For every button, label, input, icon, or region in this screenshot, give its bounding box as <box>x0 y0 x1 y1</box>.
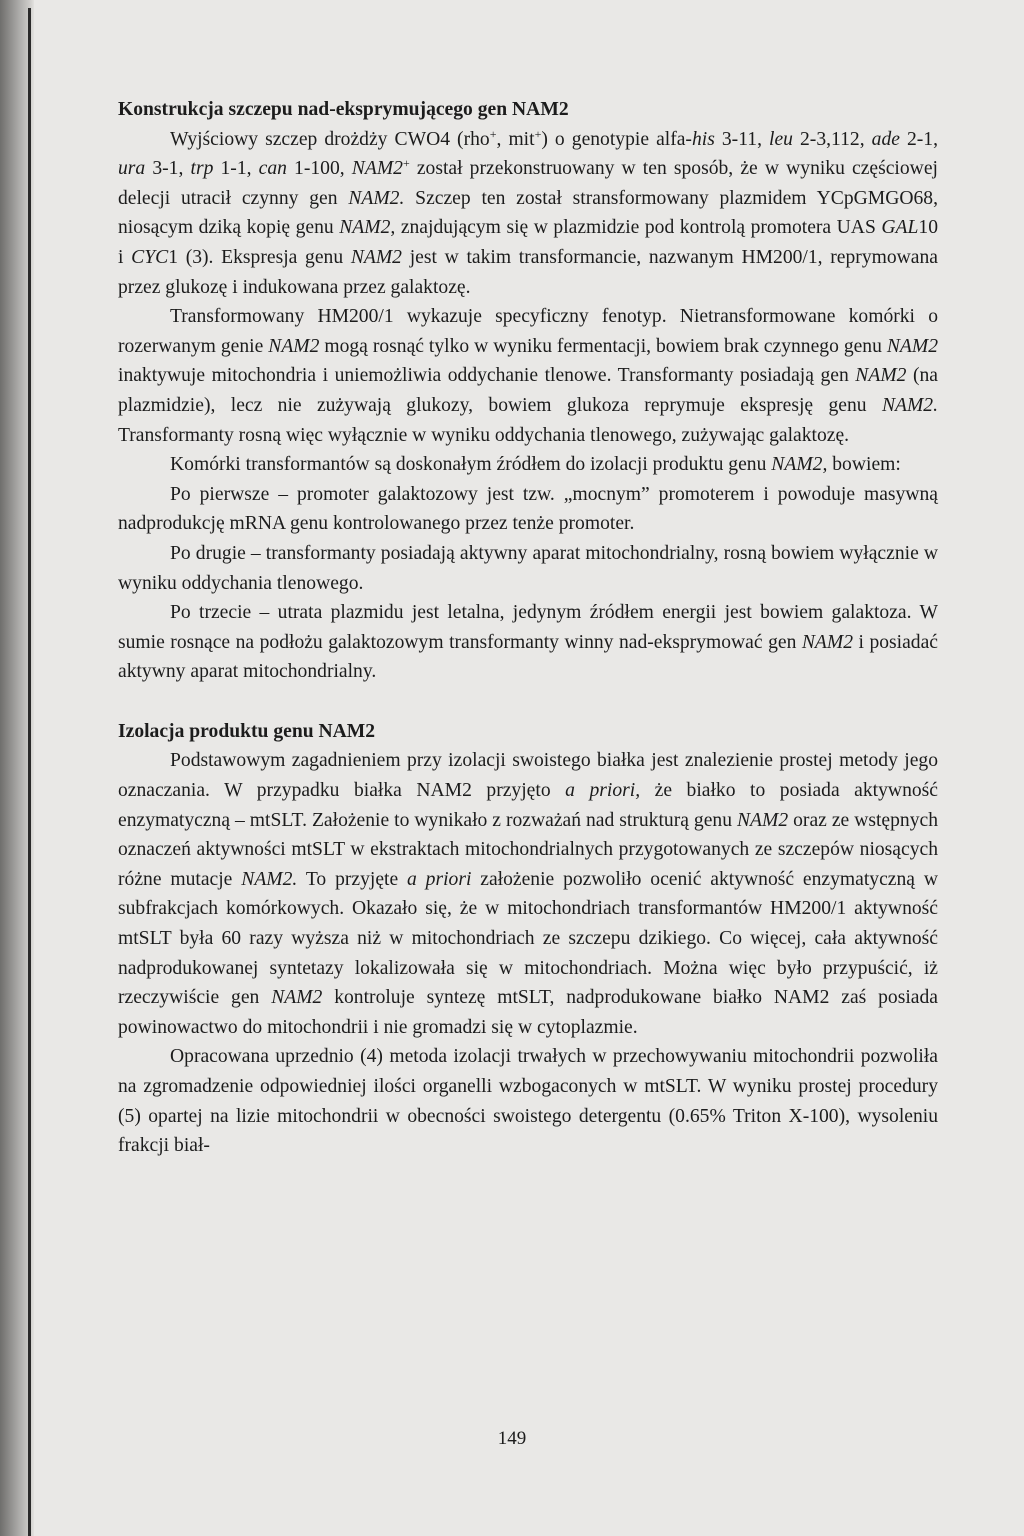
section-spacer <box>118 687 938 717</box>
section-heading-construction: Konstrukcja szczepu nad-eksprymującego gen NAM2 <box>118 99 569 120</box>
paragraph: Po drugie – transformanty posiadają aktywny aparat mitochondrialny, rosną bowiem wyłącznie w wyniku oddychania tlenowego. <box>118 542 938 594</box>
page-text <box>118 95 938 1161</box>
binding-line <box>28 8 31 1536</box>
paragraph: Komórki transformantów są doskonałym źródłem do izolacji produktu genu NAM2, bowiem: <box>170 454 901 476</box>
section-heading-isolation: Izolacja produktu genu NAM2 <box>118 720 376 742</box>
paragraph: Po pierwsze – promoter galaktozowy jest tzw. „mocnym” promoterem i powoduje masywną nadprodukcję mRNA genu kontrolowanego przez tenże promoter. <box>118 483 938 535</box>
paragraph: Opracowana uprzednio (4) metoda izolacji trwałych w przechowywaniu mitochondrii pozwoliła na zgromadzenie odpowiedniej ilości organelli wzbogaconych w mtSLT. W wyniku prostej procedury (5) opartej na lizie mitochondrii w obecności swoistego detergentu (0.65% Triton X-100), wysoleniu frakcji biał- <box>118 1046 938 1157</box>
paragraph: Wyjściowy szczep drożdży CWO4 (rho+, mit+) o genotypie alfa-his 3-11, leu 2-3,112, ade 2-1, ura 3-1, trp 1-1, can 1-100, NAM2+ został przekonstruowany w ten sposób, że w wyniku częściowej delecji utracił czynny gen NAM2. Szczep ten został stransformowany plazmidem YCpGMGO68, niosącym dziką kopię genu NAM2, znajdującym się w plazmidzie pod kontrolą promotera UAS GAL10 i CYC1 (3). Ekspresja genu NAM2 jest w takim transformancie, nazwanym HM200/1, reprymowana przez glukozę i indukowana przez galaktozę. <box>118 126 938 298</box>
paragraph: Podstawowym zagadnieniem przy izolacji swoistego białka jest znalezienie prostej metody jego oznaczania. W przypadku białka NAM2 przyjęto a priori, że białko to posiada aktywność enzymatyczną – mtSLT. Założenie to wynikało z rozważań nad strukturą genu NAM2 oraz ze wstępnych oznaczeń aktywności mtSLT w ekstraktach mitochondrialnych przygotowanych ze szczepów niosących różne mutacje NAM2. To przyjęte a priori założenie pozwoliło ocenić aktywność enzymatyczną w subfrakcjach komórkowych. Okazało się, że w mitochondriach transformantów HM200/1 aktywność mtSLT była 60 razy wyższa niż w mitochondriach ze szczepu dzikiego. Co więcej, cała aktywność nadprodukowanej syntetazy lokalizowała się w mitochondriach. Można więc było przypuścić, iż rzeczywiście gen NAM2 kontroluje syntezę mtSLT, nadprodukowane białko NAM2 zaś posiada powinowactwo do mitochondrii i nie gromadzi się w cytoplazmie. <box>118 750 938 1038</box>
paragraph: Transformowany HM200/1 wykazuje specyficzny fenotyp. Nietransformowane komórki o rozerwanym genie NAM2 mogą rosnąć tylko w wyniku fermentacji, bowiem brak czynnego genu NAM2 inaktywuje mitochondria i uniemożliwia oddychanie tlenowe. Transformanty posiadają gen NAM2 (na plazmidzie), lecz nie zużywają glukozy, bowiem glukoza reprymuje ekspresję genu NAM2. Transformanty rosną więc wyłącznie w wyniku oddychania tlenowego, zużywając galaktozę. <box>118 306 939 446</box>
page-number: 149 <box>497 1428 527 1449</box>
paragraph: Po trzecie – utrata plazmidu jest letalna, jedynym źródłem energii jest bowiem galaktoza. W sumie rosnące na podłożu galaktozowym transformanty winny nad-eksprymować gen NAM2 i posiadać aktywny aparat mitochondrialny. <box>118 602 938 683</box>
